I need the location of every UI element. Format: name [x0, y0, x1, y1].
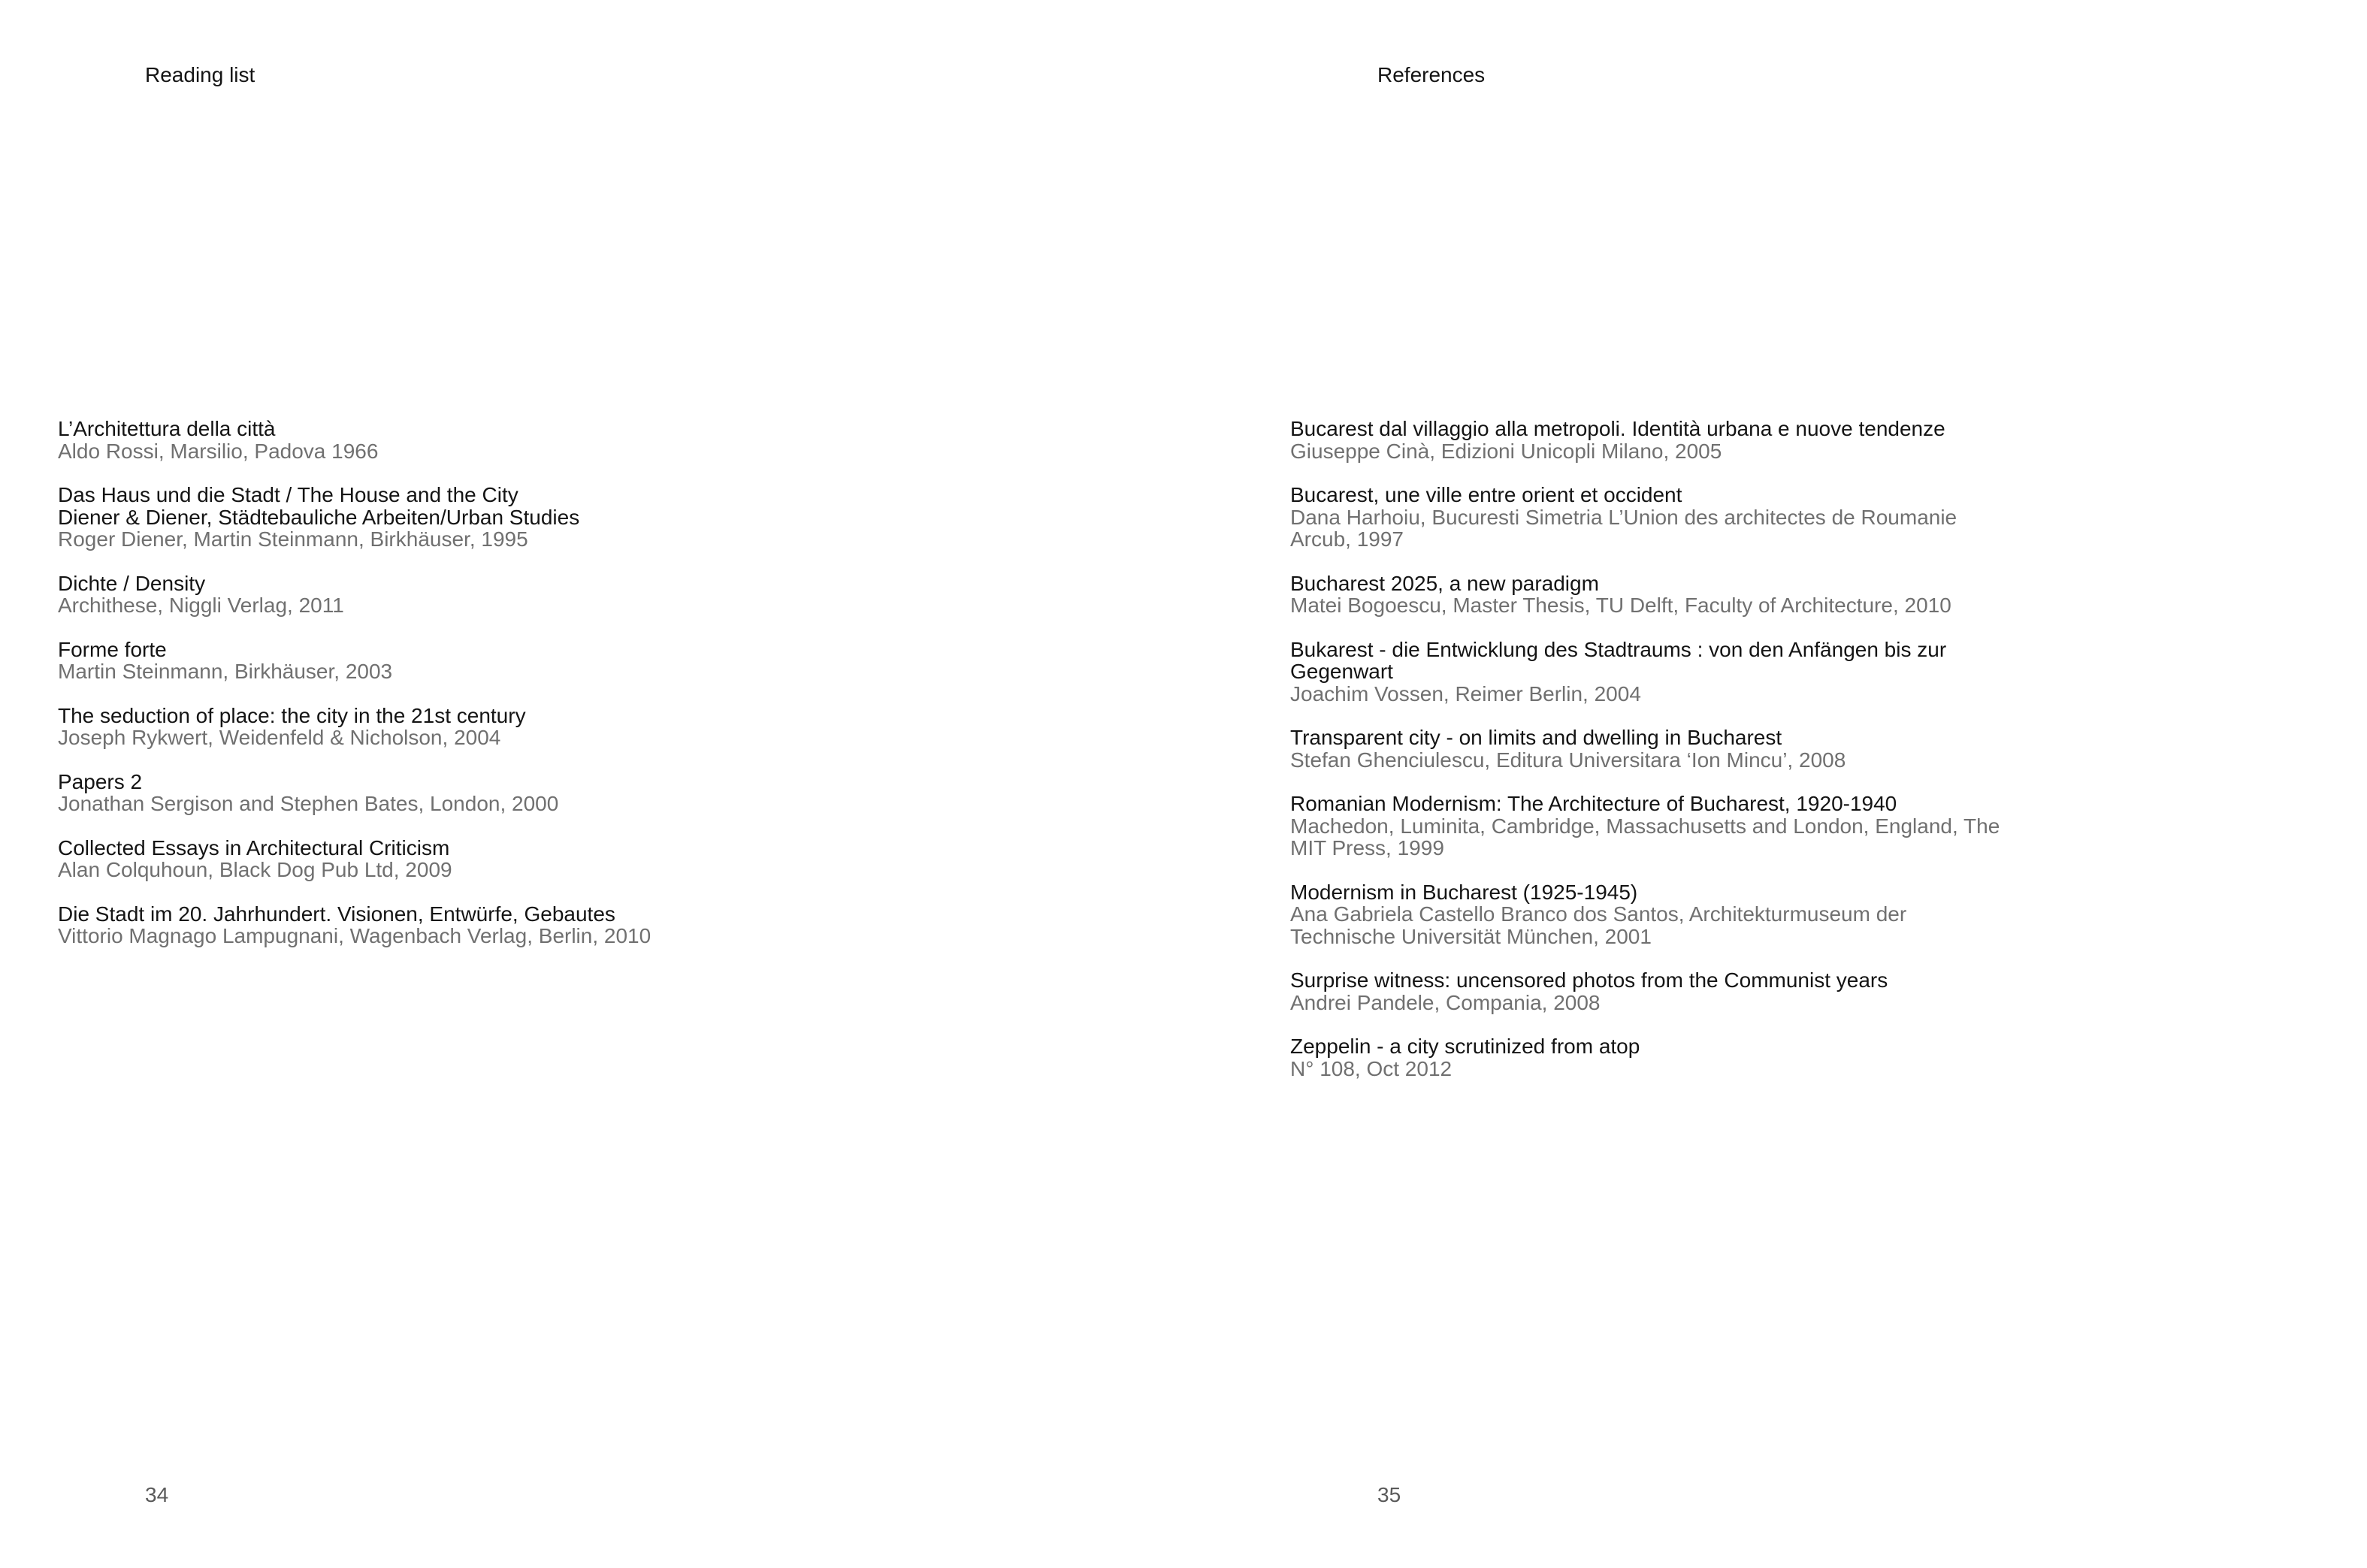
reference-entry — [1290, 639, 2087, 705]
entry-title: Modernism in Bucharest (1925-1945) — [1290, 880, 1638, 904]
reference-entry — [1290, 418, 2087, 462]
reading-list — [58, 418, 809, 969]
entry-source: Dana Harhoiu, Bucuresti Simetria L’Union des architectes de Roumanie Arcub, 1997 — [1290, 505, 1957, 551]
reading-list-entry — [58, 837, 809, 881]
entry-source: Joachim Vossen, Reimer Berlin, 2004 — [1290, 681, 1641, 705]
entry-source: Archithese, Niggli Verlag, 2011 — [58, 594, 344, 617]
reading-list-entry — [58, 573, 809, 617]
reference-entry — [1290, 881, 2087, 948]
reading-list-entry — [58, 639, 809, 683]
reading-list-entry — [58, 771, 809, 815]
reading-list-entry — [58, 484, 809, 551]
entry-title: Bukarest - die Entwicklung des Stadtraums : von den Anfängen bis zur Gegenwart — [1290, 637, 1947, 683]
entry-title: Die Stadt im 20. Jahrhundert. Visionen, Entwürfe, Gebautes — [58, 902, 615, 926]
entry-source: Roger Diener, Martin Steinmann, Birkhäuser, 1995 — [58, 527, 528, 551]
references-list — [1290, 418, 2087, 1101]
entry-source: Jonathan Sergison and Stephen Bates, London, 2000 — [58, 792, 559, 815]
entry-source: Machedon, Luminita, Cambridge, Massachusetts and London, England, The MIT Press, 1999 — [1290, 814, 2000, 860]
reference-entry — [1290, 573, 2087, 617]
entry-source: Vittorio Magnago Lampugnani, Wagenbach Verlag, Berlin, 2010 — [58, 924, 651, 947]
running-head-left: Reading list — [145, 63, 255, 86]
entry-title: Surprise witness: uncensored photos from the Communist years — [1290, 968, 1888, 992]
entry-title: The seduction of place: the city in the 21st century — [58, 703, 526, 727]
entry-title: Bucarest dal villaggio alla metropoli. Identità urbana e nuove tendenze — [1290, 417, 1945, 440]
reading-list-entry — [58, 903, 809, 947]
reference-entry — [1290, 969, 2087, 1014]
entry-source: Martin Steinmann, Birkhäuser, 2003 — [58, 660, 393, 683]
entry-title: Dichte / Density — [58, 571, 206, 595]
entry-title: Transparent city - on limits and dwelling in Bucharest — [1290, 726, 1782, 749]
entry-source: Giuseppe Cinà, Edizioni Unicopli Milano, 2005 — [1290, 439, 1722, 463]
reading-list-entry — [58, 705, 809, 749]
entry-title: Zeppelin - a city scrutinized from atop — [1290, 1035, 1640, 1058]
right-page — [1184, 0, 2367, 1568]
entry-title: Forme forte — [58, 637, 167, 661]
entry-source: Stefan Ghenciulescu, Editura Universitara ‘Ion Mincu’, 2008 — [1290, 748, 1846, 772]
page-number-left: 34 — [145, 1483, 169, 1506]
running-head-right: References — [1377, 63, 1486, 86]
entry-title: Collected Essays in Architectural Criticism — [58, 835, 450, 860]
entry-source: Aldo Rossi, Marsilio, Padova 1966 — [58, 439, 379, 463]
entry-source: N° 108, Oct 2012 — [1290, 1056, 1453, 1080]
entry-title: L’Architettura della città — [58, 417, 276, 440]
entry-source: Joseph Rykwert, Weidenfeld & Nicholson, 2004 — [58, 726, 501, 749]
reference-entry — [1290, 793, 2087, 860]
entry-title: Bucarest, une ville entre orient et occident — [1290, 483, 1682, 506]
reference-entry — [1290, 727, 2087, 771]
entry-title: Bucharest 2025, a new paradigm — [1290, 571, 1599, 595]
entry-title: Das Haus und die Stadt / The House and the City Diener & Diener, Städtebauliche Arbeiten/Urban Studies — [58, 483, 580, 529]
page-number-right: 35 — [1377, 1483, 1401, 1506]
entry-source: Andrei Pandele, Compania, 2008 — [1290, 990, 1601, 1014]
entry-source: Alan Colquhoun, Black Dog Pub Ltd, 2009 — [58, 858, 452, 881]
reference-entry — [1290, 1035, 2087, 1080]
reference-entry — [1290, 484, 2087, 551]
entry-source: Ana Gabriela Castello Branco dos Santos, Architekturmuseum der Technische Universität München, 2001 — [1290, 902, 1907, 948]
reading-list-entry — [58, 418, 809, 462]
entry-title: Romanian Modernism: The Architecture of Bucharest, 1920-1940 — [1290, 792, 1897, 815]
entry-source: Matei Bogoescu, Master Thesis, TU Delft, Faculty of Architecture, 2010 — [1290, 594, 1951, 617]
entry-title: Papers 2 — [58, 769, 143, 793]
